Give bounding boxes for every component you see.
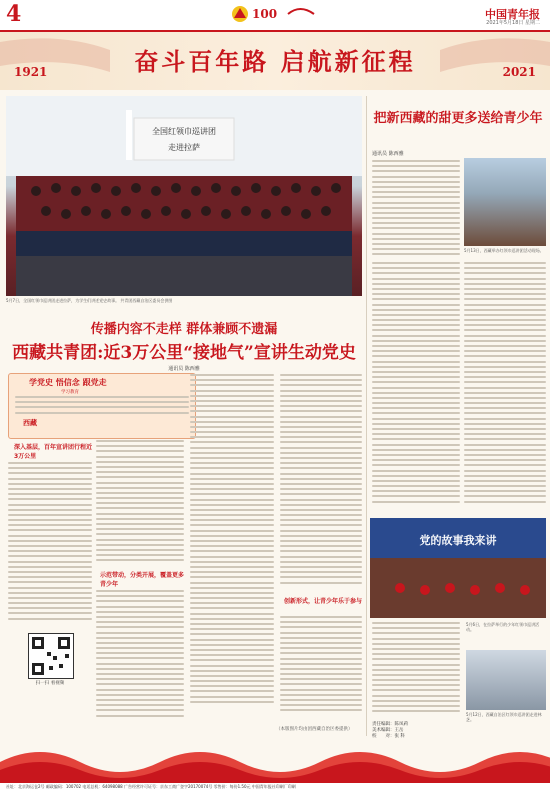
year-end: 2021 [502, 65, 536, 79]
banner-title: 奋斗百年路 启航新征程 [134, 47, 416, 76]
masthead-bar [0, 0, 550, 32]
special-banner [0, 32, 550, 90]
proofreader-line: 校 对：张 科 [372, 734, 405, 739]
issue-date: 2021年5月18日 星期二 [486, 20, 540, 26]
story-body-col2b [96, 590, 184, 725]
stage-photo-caption: 5月6日，在拉萨举行的少年红领巾巡讲活动。 [466, 622, 540, 632]
qr-label: 扫一扫 看视频 [35, 681, 65, 686]
study-box-title: 学党史 悟信念 跟党走 [29, 378, 107, 387]
right-story-photo [464, 158, 546, 246]
right-story-body-a [372, 160, 460, 260]
story-body-col2a [96, 440, 184, 570]
subhead-third: 创新形式，让青少年乐于参与 [284, 598, 363, 605]
year-start: 1921 [14, 65, 48, 79]
right-story-byline: 通讯员 陈西雅 [372, 151, 404, 157]
stage-photo-illustration [370, 518, 546, 618]
bottom-wave-decoration [0, 742, 550, 782]
qr-code-pattern [29, 634, 73, 678]
right-story-title: 把新西藏的甜更多送给青少年 [373, 111, 543, 126]
photo-sign-line1: 全国红领巾巡讲团 [152, 127, 216, 136]
section-label: 西藏 [23, 419, 37, 427]
party-anniversary-logo [228, 2, 318, 26]
story-body-col3 [190, 374, 274, 724]
paper-name: 中国青年报 [485, 8, 540, 21]
study-box-text [15, 396, 189, 416]
photo-credit-note: （本版图片均由团西藏自治区委提供） [276, 727, 353, 732]
group-photo-illustration [6, 96, 362, 296]
main-photo [6, 96, 362, 296]
story-photo-stage [370, 518, 546, 618]
art-editor-line: 美术编辑：王岳 [372, 728, 404, 733]
svg-text:100: 100 [252, 7, 278, 21]
classroom-photo-caption: 5月12日，西藏自治区红领巾巡讲团走进林芝。 [466, 712, 542, 722]
editor-info [372, 722, 408, 740]
story-body-col1 [8, 462, 92, 627]
story-photo-classroom [466, 650, 546, 710]
photo-sign-line2: 走进拉萨 [168, 143, 200, 152]
footer-bar [0, 782, 550, 793]
footer-text: 社址：北京海运仓2号 邮政编码：100702 电话总机：64098088 广告经营许可证号：京东工商广登字20170074号 零售价：每份1.50元 中国青年报社印刷厂印刷 [6, 784, 296, 789]
stage-banner-text: 党的故事我来讲 [419, 534, 497, 547]
page-number: 4 [6, 1, 22, 27]
right-story-body-d [372, 622, 460, 717]
story-headline: 西藏共青团:近3万公里“接地气”宣讲生动党史 [12, 343, 356, 363]
story-body-col4a [280, 374, 362, 594]
right-story-body-c [464, 262, 546, 512]
right-story-body-b [372, 262, 460, 512]
main-photo-caption: 5月7日，全国红领巾巡讲团走进拉萨，为学生们讲述党史故事。 共青团西藏自治区委员会供图 [6, 298, 173, 303]
right-story-photo-caption: 5月13日，西藏举办红领巾巡讲团活动现场。 [464, 248, 544, 253]
study-box [8, 373, 196, 439]
story-deck: 传播内容不走样 群体兼顾不遗漏 [90, 322, 278, 337]
column-divider [366, 96, 367, 736]
qr-code[interactable] [28, 633, 74, 679]
subhead-first: 深入基层，百年宣讲团行程近3万公里 [14, 444, 93, 460]
story-byline: 通讯员 陈西雅 [168, 366, 200, 372]
story-body-col4b [280, 616, 362, 721]
study-box-tag: 学习教育 [61, 390, 79, 395]
editor-line: 责任编辑：陈凤莉 [372, 722, 408, 727]
subhead-second: 示范带动，分类开展，覆盖更多青少年 [100, 572, 185, 588]
